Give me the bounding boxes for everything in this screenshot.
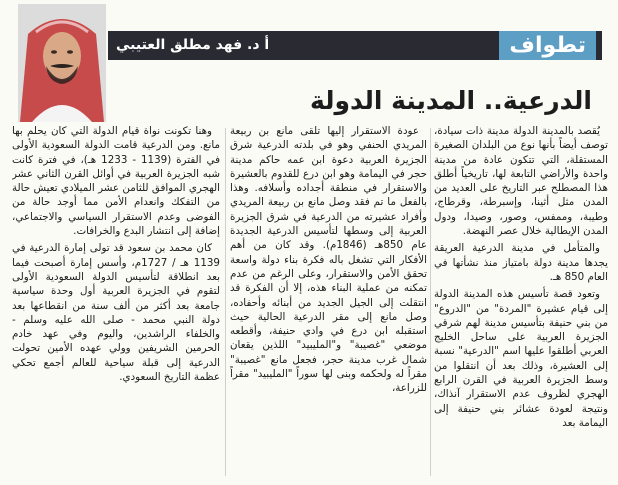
- paragraph: وتعود قصة تأسيس هذه المدينة الدولة إلى قيام عشيرة "المردة" من "الدروع" من بني حنيفة بتأسيس مدينة لهم شرقي الجزيرة العربية على ساحل الخليج العربي أطلقوا عليها اسم "الدرعية" نسبة إلى العشيرة، وذلك بعد أن انتقلوا من وسط الجزيرة العربية في القرن الرابع الهجري لظروف عدم الاستقرار آنذاك، ونتيجة لعودة عشائر بني حنيفة إلى اليمامة بعد: [434, 288, 608, 429]
- article-column-middle: [230, 124, 427, 480]
- paragraph: وهنا تكونت نواة قيام الدولة التي كان يحلم بها مانع. ومن الدرعية قامت الدولة السعودية الأولى في الفترة (1139 - 1233 هـ)، في فترة كانت شبه الجزيرة العربية في أوائل القرن الثاني عشر الهجري الموافق للثامن عشر الميلادي تعيش حالة من التفكك وانعدام الأمن مما أوجد حالة من الفوضى وعدم الاستقرار السياسي والاجتماعي، إضافة إلى انتشار البدع والخرافات.: [12, 125, 220, 238]
- paragraph: يُقصد بالمدينة الدولة مدينة ذات سيادة، توصف أيضاً بأنها نوع من البلدان الصغيرة المستقلة، التي تتكون عادة من مدينة واحدة والأراضي التابعة لها، تاريخياً أطلق هذا المصطلح عبر التاريخ على العديد من المدن مثل أثينا، وإسبرطة، وقرطاج، وطيبة، وممفس، وصور، وصيدا، ودول المدن الإيطالية خلال عصر النهضة.: [434, 125, 608, 238]
- column-divider: [225, 128, 226, 476]
- author-portrait-image: [18, 4, 106, 122]
- article-column-left: [12, 124, 220, 480]
- author-name: أ د. فهد مطلق العتيبي: [116, 37, 270, 53]
- article-headline: الدرعية.. المدينة الدولة: [309, 86, 592, 115]
- paragraph: عودة الاستقرار إليها تلقى مانع بن ربيعة المريدي الحنفي وهو في بلدته الدرعية شرق الجزيرة العربية دعوة ابن عمه حاكم مدينة حجر في اليمامة وهو ابن درع للقدوم بالعشيرة والاستقرار في منطقة أجداده وأسلافه. وهذا بالفعل ما تم فقد وصل مانع بن ربيعة المريدي وأفراد عشيرته من الدرعية في شرق الجزيرة العربية إلى وسطها لتأسيس الدرعية الجديدة عام 850هـ (1846م). وقد كان من أهم الأفكار التي تشغل باله فكرة بناء دولة واسعة تحقق الأمن والاستقرار، وعلى الرغم من عدم تمكنه من عملية البناء هذه، إلا أن الفكرة قد انتقلت إلى الجيل الجديد من أبنائه وأحفاده، وصل مانع إلى مقر الدرعية الحالية حيث استقبله ابن درع في وادي حنيفة، وأقطعه موضعي "غصيبة" و"المليبيد" اللذين يقعان شمال غرب مدينة حجر، فجعل مانع "غصيبة" مقراً له ولحكمه وبنى لها سوراً "المليبيد" مقراً للزراعة،: [230, 125, 427, 395]
- section-title: تطواف: [499, 31, 596, 60]
- paragraph: والمتأمل في مدينة الدرعية العريقة يجدها مدينة دولة بامتياز منذ نشأتها في العام 850 هـ.: [434, 242, 608, 283]
- article-column-right: [434, 124, 608, 480]
- column-divider: [430, 128, 431, 476]
- column-header-bar: [108, 31, 602, 60]
- paragraph: كان محمد بن سعود قد تولى إمارة الدرعية في 1139 هـ / 1727م، وأسس إمارة أصبحت فيما بعد انطلاقة لتأسيس الدولة السعودية الأولى لتقوم في الجزيرة العربية أول وحدة سياسية جامعة بعد أكثر من ألف سنة من انقطاعها بعد دولة النبي محمد - صلى الله عليه وسلم - والخلفاء الراشدين، واليوم وفي عهد خادم الحرمين الشريفين وولي عهده الأمين تحولت الدرعية إلى قبلة سياحية للعالم أجمع تحكي عظمة التاريخ السعودي.: [12, 242, 220, 384]
- author-photo: [18, 4, 106, 122]
